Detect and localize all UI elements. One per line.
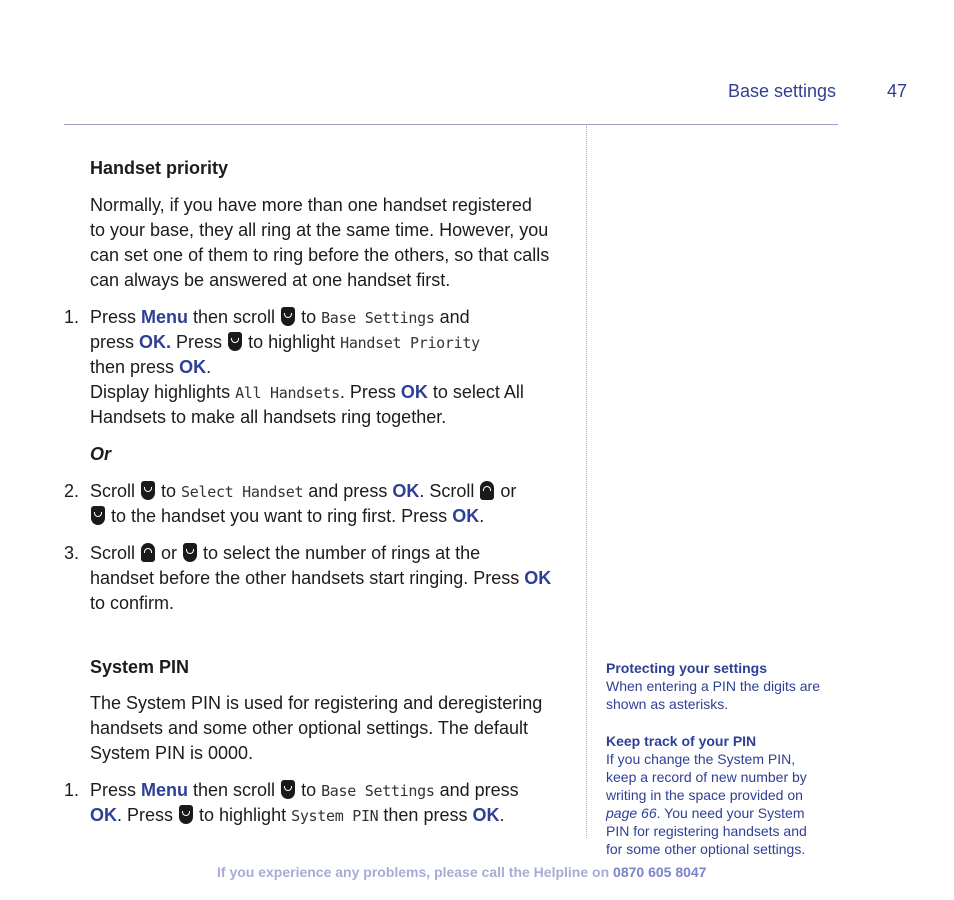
intro-line: can always be answered at one handset first. <box>90 270 451 290</box>
note-heading: Keep track of your PIN <box>606 733 757 749</box>
note-line: If you change the System PIN, <box>606 751 796 767</box>
ok-key-label: OK <box>400 382 428 402</box>
menu-key-label: Menu <box>141 780 189 800</box>
step-number: 3. <box>64 543 80 563</box>
note-line: page 66. You need your System <box>606 805 805 821</box>
page-reference-link[interactable]: page 66 <box>606 805 657 821</box>
display-text: Select Handset <box>181 483 304 501</box>
scroll-up-key-icon <box>480 481 494 500</box>
helpline-number: 0870 605 8047 <box>613 864 707 880</box>
system-pin-heading: System PIN <box>90 657 190 677</box>
scroll-down-key-icon <box>179 805 193 824</box>
note-line: keep a record of new number by <box>606 769 807 785</box>
display-text: Base Settings <box>321 309 435 327</box>
ok-key-label: OK <box>392 481 420 501</box>
note-line: writing in the space provided on <box>606 787 803 803</box>
intro-line: can set one of them to ring before the others, so that calls <box>90 245 550 265</box>
or-label: Or <box>90 444 112 464</box>
note-line: for some other optional settings. <box>606 841 806 857</box>
intro-line: Normally, if you have more than one handset registered <box>90 195 532 215</box>
display-text: Handset Priority <box>340 334 480 352</box>
ok-key-label: OK <box>472 805 500 825</box>
display-text: All Handsets <box>235 384 340 402</box>
section-title: Base settings <box>728 81 837 101</box>
step-number: 1. <box>64 780 80 800</box>
handset-priority-heading: Handset priority <box>90 158 229 178</box>
step-number: 2. <box>64 481 80 501</box>
display-text: Base Settings <box>321 782 435 800</box>
step-number: 1. <box>64 307 80 327</box>
intro-line: System PIN is 0000. <box>90 743 254 763</box>
sidebar-note-protecting-settings <box>606 659 841 713</box>
scroll-down-key-icon <box>141 481 155 500</box>
intro-line: to your base, they all ring at the same time. However, you <box>90 220 549 240</box>
ok-key-label: OK. <box>139 332 172 352</box>
note-line: PIN for registering handsets and <box>606 823 807 839</box>
note-line: When entering a PIN the digits are <box>606 678 821 694</box>
note-line: shown as asterisks. <box>606 696 729 712</box>
ok-key-label: OK <box>524 568 552 588</box>
main-column: Handset priority Normally, if you have more than one handset registered to your base, they all ring at the same time. However, you can set one of them to ring before the others, so that calls can always be answered at one handset first. 1. Press Menu then scroll to Base Settings and press OK. Press to highlight Handset Priority then press OK. Display highlights All Handsets. Press OK to select All Handsets to make all handsets ring together. Or 2. Scroll to Select Handset and press OK. Scroll or to the handset you want to ring first. Press OK. 3. Scroll or to select the number of rings at the handset before the other handsets start ringing. Press OK to confirm. System PIN The System PIN is used for registering and deregistering handsets and some other optional settings. The default System PIN is 0000. 1. Press Menu then scroll to Base Settings and press OK. Press to highlight System PIN then press OK. <box>0 0 586 900</box>
scroll-down-key-icon <box>183 543 197 562</box>
intro-line: The System PIN is used for registering and deregistering <box>90 693 543 713</box>
scroll-down-key-icon <box>281 307 295 326</box>
menu-key-label: Menu <box>141 307 189 327</box>
sidebar-note-keep-track-pin <box>606 732 841 858</box>
ok-key-label: OK <box>179 357 207 377</box>
scroll-down-key-icon <box>281 780 295 799</box>
display-text: System PIN <box>291 807 379 825</box>
handset-priority-intro <box>90 193 570 293</box>
ok-key-label: OK <box>452 506 480 526</box>
scroll-down-key-icon <box>91 506 105 525</box>
scroll-down-key-icon <box>228 332 242 351</box>
column-divider <box>586 126 587 838</box>
scroll-up-key-icon <box>141 543 155 562</box>
system-pin-intro <box>90 691 570 766</box>
footer-text: If you experience any problems, please call the Helpline on <box>217 864 614 880</box>
ok-key-label: OK <box>90 805 117 825</box>
page-number: 47 <box>887 81 908 101</box>
note-heading: Protecting your settings <box>606 660 768 676</box>
intro-line: handsets and some other optional settings. The default <box>90 718 528 738</box>
